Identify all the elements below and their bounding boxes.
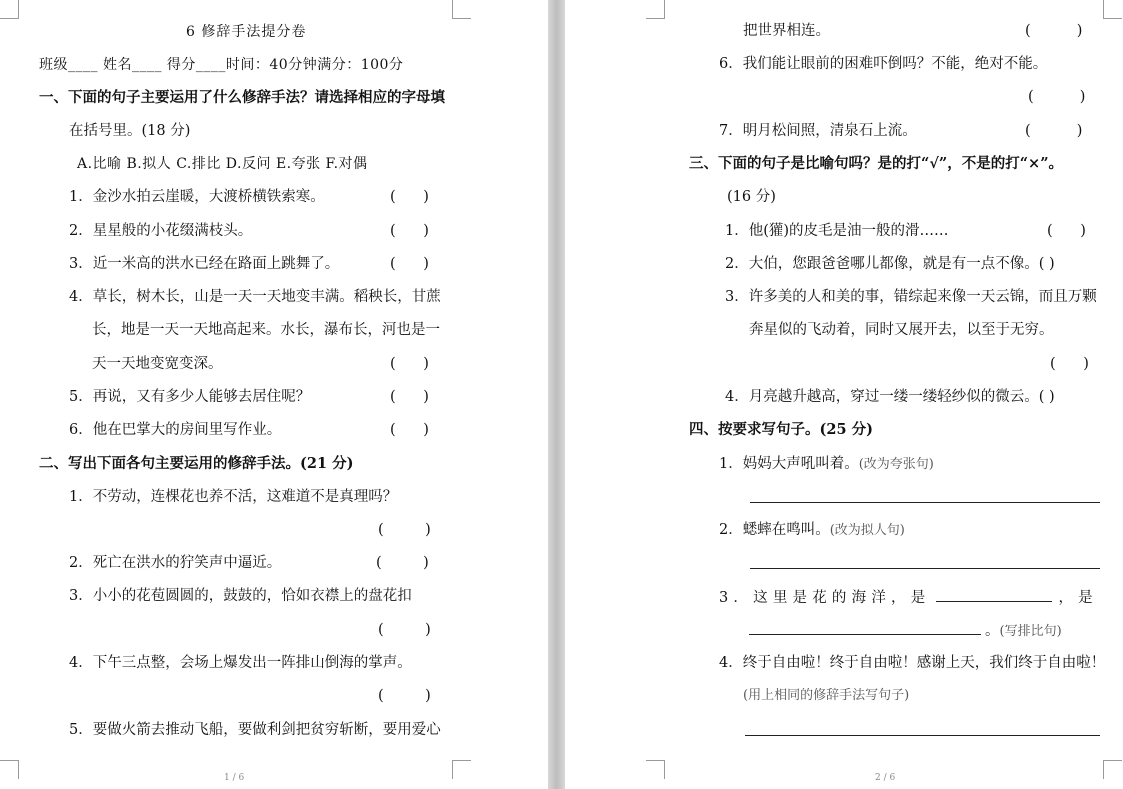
s4-answer-line-2[interactable] bbox=[750, 568, 1100, 569]
s3-question-1: 1．他(獾)的皮毛是油一般的滑…… bbox=[725, 223, 949, 239]
answer-blank[interactable]: ( ) bbox=[1050, 356, 1089, 372]
answer-blank[interactable]: ( ) bbox=[1025, 123, 1083, 139]
s4-question-2 bbox=[719, 520, 905, 541]
s1-question-3: 3．近一米高的洪水已经在路面上跳舞了。 bbox=[69, 256, 340, 272]
answer-blank[interactable]: ( ) bbox=[1047, 223, 1086, 239]
answer-blank[interactable]: ( ) bbox=[378, 688, 431, 704]
s4-question-3-text-a: 3．这里是花的海洋，是 bbox=[719, 590, 931, 606]
crop-mark bbox=[452, 760, 471, 779]
crop-mark bbox=[646, 0, 665, 19]
s4-question-2-hint: (改为拟人句) bbox=[829, 523, 905, 538]
section1-options: A.比喻 B.拟人 C.排比 D.反问 E.夸张 F.对偶 bbox=[77, 156, 368, 172]
s1-question-4-line3: 天一天地变宽变深。 bbox=[92, 356, 223, 372]
answer-blank[interactable]: ( ) bbox=[1025, 23, 1083, 39]
crop-mark bbox=[452, 0, 471, 19]
s2-question-4: 4．下午三点整，会场上爆发出一阵排山倒海的掌声。 bbox=[69, 655, 412, 671]
answer-blank[interactable]: ( ) bbox=[390, 422, 429, 438]
s1-question-4-line2: 长，地是一天一天地高起来。水长，瀑布长，河也是一 bbox=[92, 322, 440, 338]
s4-q3-blank-1[interactable] bbox=[936, 587, 1052, 602]
s2-question-3: 3．小小的花苞圆圆的，鼓鼓的，恰如衣襟上的盘花扣 bbox=[69, 588, 412, 604]
s4-answer-line-1[interactable] bbox=[750, 502, 1100, 503]
s2-question-6: 6．我们能让眼前的困难吓倒吗？不能，绝对不能。 bbox=[719, 56, 1048, 72]
s4-question-4-hint: (用上相同的修辞手法写句子) bbox=[743, 688, 910, 703]
s4-question-3-text-b: ，是 bbox=[1058, 590, 1098, 606]
section1-heading-line1: 一、下面的句子主要运用了什么修辞手法？请选择相应的字母填 bbox=[39, 89, 445, 106]
section2-heading: 二、写出下面各句主要运用的修辞手法。(21 分) bbox=[39, 455, 354, 472]
s2-question-1: 1．不劳动，连棵花也养不活，这难道不是真理吗？ bbox=[69, 489, 398, 505]
s3-question-4: 4．月亮越升越高，穿过一缕一缕轻纱似的微云。( ) bbox=[725, 389, 1055, 405]
crop-mark bbox=[0, 760, 19, 779]
answer-blank[interactable]: ( ) bbox=[390, 356, 429, 372]
s1-question-2: 2．星星般的小花缀满枝头。 bbox=[69, 223, 253, 239]
s4-question-3-line2: 。(写排比句) bbox=[749, 620, 1062, 642]
page-number: 1 / 6 bbox=[224, 773, 245, 783]
section1-heading-line2: 在括号里。(18 分) bbox=[69, 123, 191, 139]
s4-question-3 bbox=[719, 587, 1098, 608]
answer-blank[interactable]: ( ) bbox=[376, 555, 429, 571]
s3-question-3-line2: 奔星似的飞动着，同时又展开去，以至于无穷。 bbox=[749, 322, 1054, 338]
s4-question-4: 4．终于自由啦！终于自由啦！感谢上天，我们终于自由啦！ bbox=[719, 655, 1106, 671]
student-info-line: 班级____ 姓名____ 得分____时间：40分钟满分：100分 bbox=[39, 57, 404, 73]
s1-question-6: 6．他在巴掌大的房间里写作业。 bbox=[69, 422, 282, 438]
crop-mark bbox=[1103, 0, 1122, 19]
s4-question-1-text: 1．妈妈大声吼叫着。 bbox=[719, 456, 859, 472]
s2-question-2: 2．死亡在洪水的狞笑声中逼近。 bbox=[69, 555, 282, 571]
answer-blank[interactable]: ( ) bbox=[390, 389, 429, 405]
s4-question-2-text: 2．蟋蟀在鸣叫。 bbox=[719, 522, 830, 538]
answer-blank[interactable]: ( ) bbox=[390, 189, 429, 205]
page-title: 6 修辞手法提分卷 bbox=[186, 24, 307, 40]
s1-question-5: 5．再说，又有多少人能够去居住呢？ bbox=[69, 389, 311, 405]
s1-question-4-line1: 4．草长，树木长，山是一天一天地变丰满。稻秧长，甘蔗 bbox=[69, 289, 441, 305]
crop-mark bbox=[646, 760, 665, 779]
document-page-2 bbox=[565, 0, 1123, 789]
answer-blank[interactable]: ( ) bbox=[378, 522, 431, 538]
s2-question-7: 7．明月松间照，清泉石上流。 bbox=[719, 123, 917, 139]
s4-answer-line-4[interactable] bbox=[745, 735, 1100, 736]
crop-mark bbox=[1103, 760, 1122, 779]
section4-heading: 四、按要求写句子。(25 分) bbox=[689, 421, 873, 438]
answer-blank[interactable]: ( ) bbox=[378, 622, 431, 638]
s2-question-5-cont: 把世界相连。 bbox=[743, 23, 830, 39]
answer-blank[interactable]: ( ) bbox=[390, 256, 429, 272]
s4-question-1-hint: (改为夸张句) bbox=[858, 457, 934, 472]
answer-blank[interactable]: ( ) bbox=[390, 223, 429, 239]
s3-question-2: 2．大伯，您跟爸爸哪儿都像，就是有一点不像。( ) bbox=[725, 256, 1055, 272]
s3-question-3-line1: 3．许多美的人和美的事，错综起来像一天云锦，而且万颗 bbox=[725, 289, 1097, 305]
answer-blank[interactable]: ( ) bbox=[1028, 89, 1086, 105]
crop-mark bbox=[0, 0, 19, 19]
page-number: 2 / 6 bbox=[875, 773, 896, 783]
section3-heading-line2: (16 分) bbox=[727, 189, 776, 205]
s1-question-1: 1．金沙水拍云崖暖，大渡桥横铁索寒。 bbox=[69, 189, 325, 205]
s4-question-1 bbox=[719, 454, 934, 475]
page-gutter bbox=[548, 0, 565, 789]
s4-question-3-hint: (写排比句) bbox=[999, 624, 1062, 639]
s2-question-5: 5．要做火箭去推动飞船，要做利剑把贫穷斩断，要用爱心 bbox=[69, 722, 441, 738]
document-page-1 bbox=[0, 0, 548, 789]
s4-q3-blank-2[interactable] bbox=[749, 620, 981, 635]
section3-heading-line1: 三、下面的句子是比喻句吗？是的打“√”，不是的打“×”。 bbox=[689, 155, 1064, 172]
